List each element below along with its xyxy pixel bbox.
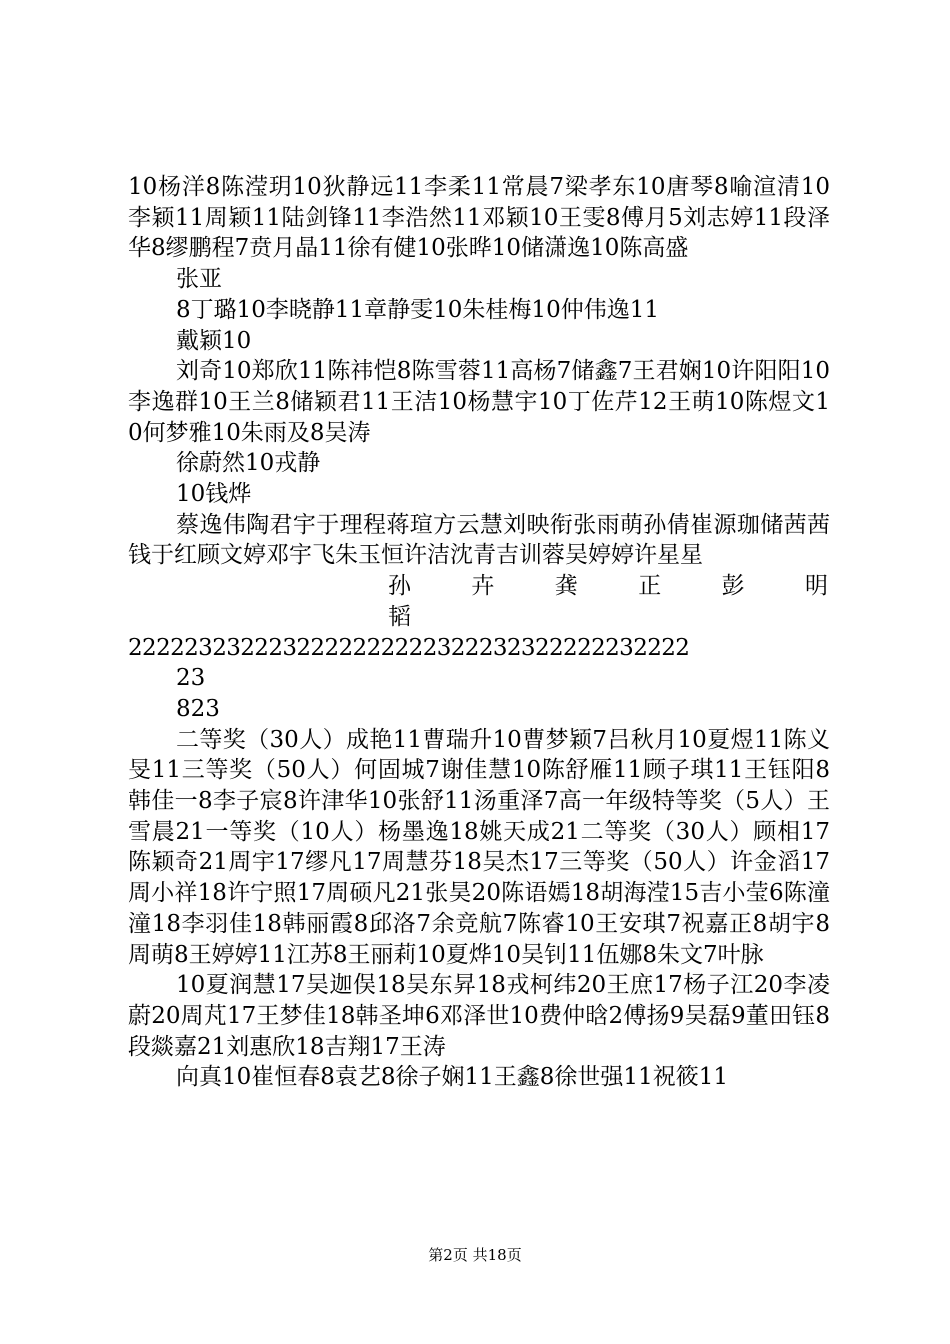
paragraph-14: 10夏润慧17吴迦俣18吴东昇18戎柯纬20王庶17杨子江20李凌蔚20周芃17王梦佳18韩圣坤6邓泽世10费仲晗2傅扬9吴磊9董田钰8段燚嘉21刘惠欣18吉翔17王涛 (128, 972, 830, 1060)
paragraph-5: 刘奇10郑欣11陈祎恺8陈雪蓉11高杨7储鑫7王君娴10许阳阳10李逸群10王兰8储颖君11王洁10杨慧宇10丁佐芹12王萌10陈煜文10何梦雅10朱雨及8吴涛 (128, 358, 830, 446)
paragraph-15: 向真10崔恒春8袁艺8徐子娴11王鑫8徐世强11祝筱11 (176, 1064, 728, 1091)
document-body (128, 172, 880, 1093)
paragraph-6: 徐蔚然10戎静 (176, 450, 321, 477)
paragraph-12: 823 (176, 695, 220, 722)
paragraph-3: 8丁璐10李晓静11章静雯10朱桂梅10仲伟逸11 (176, 296, 659, 323)
paragraph-11: 23 (176, 665, 206, 692)
paragraph-1: 10杨洋8陈滢玥10狄静远11李柔11常晨7梁孝东10唐琴8喻渲清10李颖11周颖11陆剑锋11李浩然11邓颖10王雯8傅月5刘志婷11段泽华8缪鹏程7贲月晶11徐有健10张晔10储潇逸10陈高盛 (128, 174, 830, 262)
paragraph-7: 10钱烨 (176, 481, 252, 508)
paragraph-13-awards: 二等奖（30人）成艳11曹瑞升10曹梦颖7吕秋月10夏煜11陈义旻11三等奖（50人）何固城7谢佳慧10陈舒雁11顾子琪11王钰阳8韩佳一8李子宸8许津华10张舒11汤重泽7高一年级特等奖（5人）王雪晨21一等奖（10人）杨墨逸18姚天成21二等奖（30人）顾相17陈颖奇21周宇17缪凡17周慧芬18吴杰17三等奖（50人）许金滔17周小祥18许宁照17周硕凡21张昊20陈语嫣18胡海滢15吉小莹6陈潼潼18李羽佳18韩丽霞8邱洛7余竞航7陈睿10王安琪7祝嘉正8胡宇8周萌8王婷婷11江苏8王丽莉10夏烨10吴钊11伍娜8朱文7叶脉 (128, 726, 830, 968)
paragraph-2: 张亚 (176, 266, 222, 293)
paragraph-9-names: 孙 卉 龚 正 彭 明 韬 (388, 573, 880, 630)
paragraph-10-digits: 2222232322232222222222322232322222232222 (128, 634, 690, 661)
page-footer: 第2页 共18页 (428, 1246, 522, 1264)
paragraph-4: 戴颖10 (176, 327, 252, 354)
paragraph-8: 蔡逸伟陶君宇于理程蒋瑄方云慧刘映衔张雨萌孙倩崔源珈储茜茜钱于红顾文婷邓宇飞朱玉恒许洁沈青吉训蓉吴婷婷许星星 (128, 511, 830, 569)
